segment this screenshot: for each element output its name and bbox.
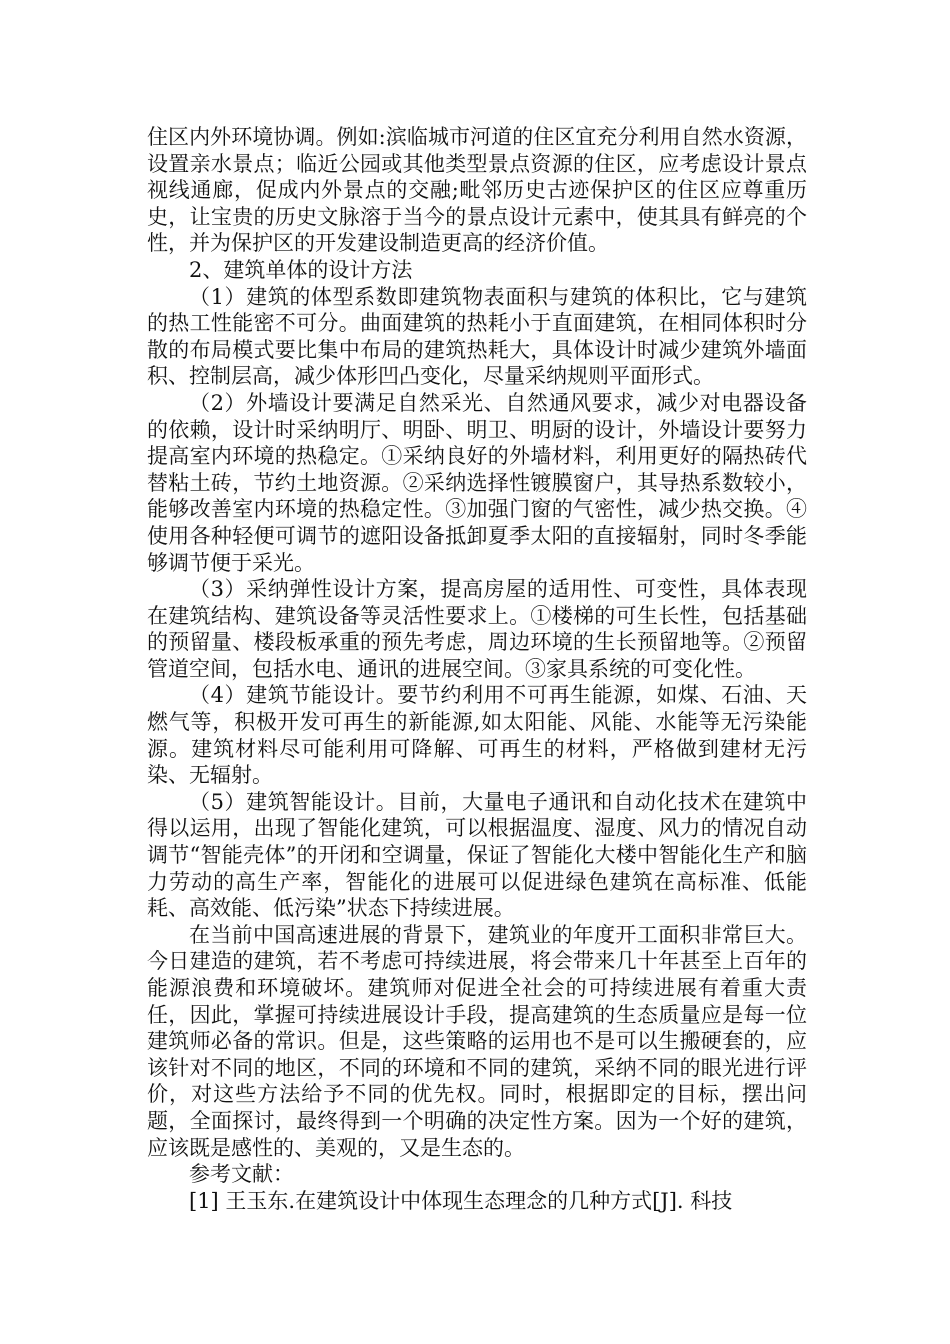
paragraph-exterior-wall: （2）外墙设计要满足自然采光、自然通风要求，减少对电器设备的依赖，设计时采纳明厅、明卧、明卫、明厨的设计，外墙设计要努力提高室内环境的热稳定。①采纳良好的外墙材料，利用更好的隔热砖代替粘土砖，节约土地资源。②采纳选择性镀膜窗户，其导热系数较小，能够改善室内环境的热稳定性。③加强门窗的气密性，减少热交换。④使用各种轻便可调节的遮阳设备抵卸夏季太阳的直接辐射，同时冬季能够调节便于采光。	[147, 390, 807, 575]
document-body	[147, 124, 807, 1214]
paragraph-residential-environment: 住区内外环境协调。例如:滨临城市河道的住区宜充分利用自然水资源，设置亲水景点；临近公园或其他类型景点资源的住区，应考虑设计景点视线通廊，促成内外景点的交融;毗邻历史古迹保护区的住区应尊重历史，让宝贵的历史文脉溶于当今的景点设计元素中，使其具有鲜亮的个性，并为保护区的开发建设制造更高的经济价值。	[147, 125, 807, 256]
paragraph-flexible-design: （3）采纳弹性设计方案，提高房屋的适用性、可变性，具体表现在建筑结构、建筑设备等灵活性要求上。①楼梯的可生长性，包括基础的预留量、楼段板承重的预先考虑，周边环境的生长预留地等。②预留管道空间，包括水电、通讯的进展空间。③家具系统的可变化性。	[147, 577, 807, 681]
section-heading-building-design: 2、建筑单体的设计方法	[189, 257, 413, 282]
reference-item-1: [1] 王玉东.在建筑设计中体现生态理念的几种方式[J]. 科技	[189, 1188, 733, 1213]
paragraph-energy-saving: （4）建筑节能设计。要节约利用不可再生能源，如煤、石油、天燃气等，积极开发可再生的新能源,如太阳能、风能、水能等无污染能源。建筑材料尽可能利用可降解、可再生的材料，严格做到建材无污染、无辐射。	[147, 683, 807, 788]
paragraph-intelligent-design: （5）建筑智能设计。目前，大量电子通讯和自动化技术在建筑中得以运用，出现了智能化建筑，可以根据温度、湿度、风力的情况自动调节“智能壳体”的开闭和空调量，保证了智能化大楼中智能化生产和脑力劳动的高生产率，智能化的进展可以促进绿色建筑在高标准、低能耗、高效能、低污染”状态下持续进展。	[147, 789, 807, 921]
references-heading: 参考文献：	[189, 1162, 294, 1187]
paragraph-conclusion: 在当前中国高速进展的背景下，建筑业的年度开工面积非常巨大。今日建造的建筑，若不考虑可持续进展，将会带来几十年甚至上百年的能源浪费和环境破坏。建筑师对促进全社会的可持续进展有着重大责任，因此，掌握可持续进展设计手段，提高建筑的生态质量应是每一位建筑师必备的常识。但是，这些策略的运用也不是可以生搬硬套的，应该针对不同的地区，不同的环境和不同的建筑，采纳不同的眼光进行评价，对这些方法给予不同的优先权。同时，根据即定的目标，摆出问题，全面探讨，最终得到一个明确的决定性方案。因为一个好的建筑，应该既是感性的、美观的，又是生态的。	[147, 922, 807, 1160]
paragraph-shape-coefficient: （1）建筑的体型系数即建筑物表面积与建筑的体积比，它与建筑的热工性能密不可分。曲面建筑的热耗小于直面建筑，在相同体积时分散的布局模式要比集中布局的建筑热耗大，具体设计时减少建筑外墙面积、控制层高，减少体形凹凸变化，尽量采纳规则平面形式。	[147, 284, 807, 389]
